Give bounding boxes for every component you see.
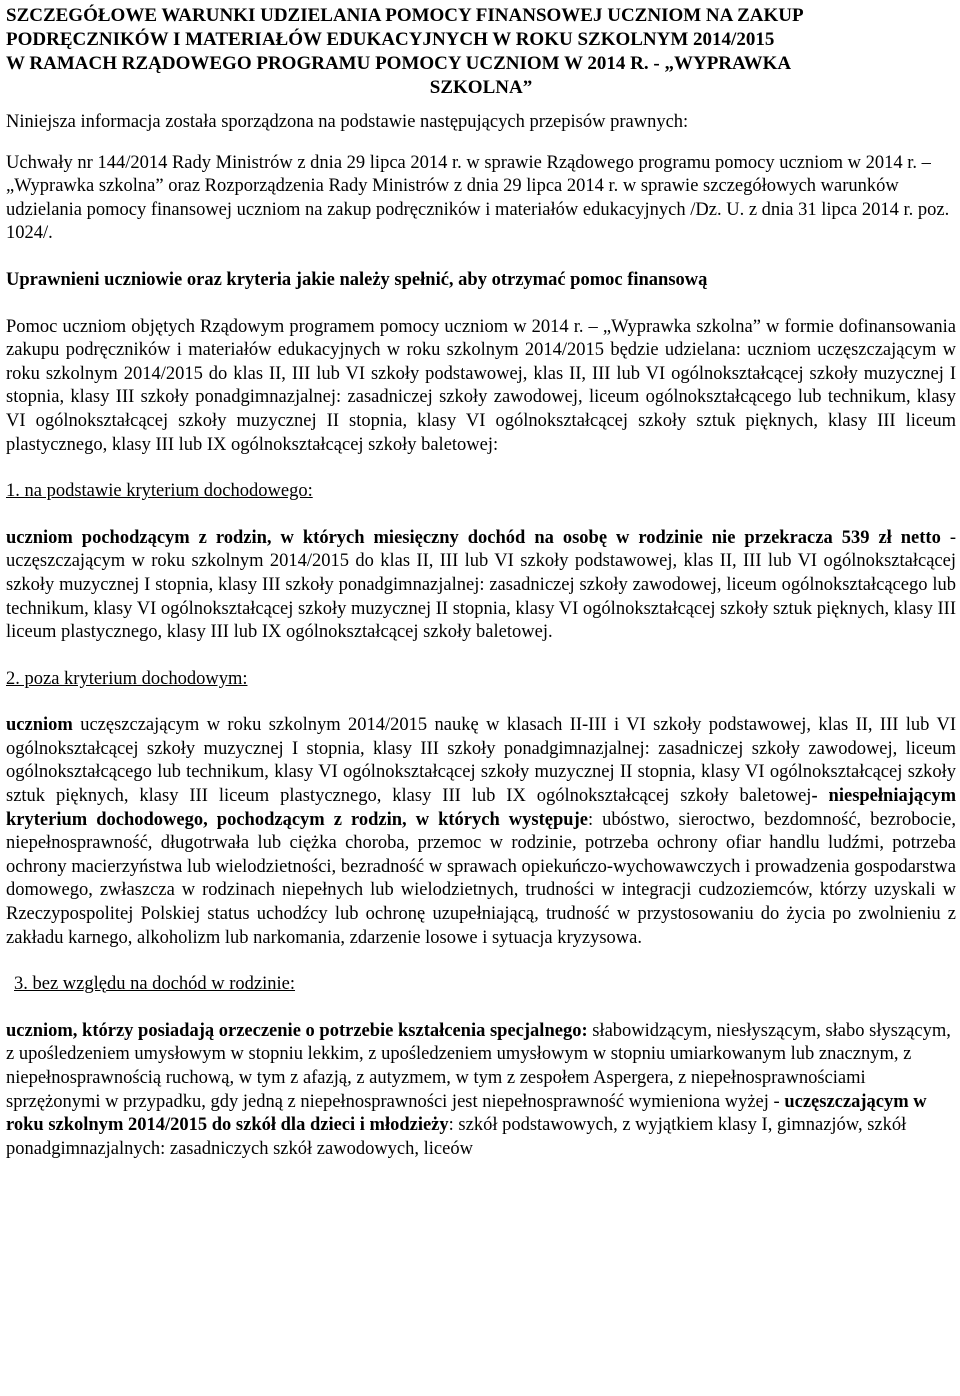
document-title — [6, 4, 956, 100]
title-line: W RAMACH RZĄDOWEGO PROGRAMU POMOCY UCZNIOM W 2014 R. - „WYPRAWKA — [6, 53, 792, 74]
section-3-bold-mid: uczęszczającym w roku szkolnym 2014/2015 do szkół dla dzieci i młodzieży — [6, 1091, 927, 1136]
title-line: PODRĘCZNIKÓW I MATERIAŁÓW EDUKACYJNYCH W ROKU SZKOLNYM 2014/2015 — [6, 29, 775, 50]
section-3-bold-lead: uczniom, którzy posiadają orzeczenie o potrzebie kształcenia specjalnego: — [6, 1020, 588, 1041]
section-2-text: : ubóstwo, sieroctwo, bezdomność, bezrobocie, niepełnosprawność, długotrwała lub ciężka choroba, przemoc w rodzinie, potrzeba ochrony ofiar handlu ludźmi, potrzeba ochrony macierzyństwa lub wielodzietności, bezradność w sprawach opiekuńczo-wychowawczych i prowadzenia gospodarstwa domowego, zwłaszcza w rodzinach niepełnych lub wielodzietnych, trudności w integracji cudzoziemców, którzy uzyskali w Rzeczypospolitej Polskiej status uchodźcy lub ochronę uzupełniającą, trudność w przystosowaniu do życia po zwolnieniu z zakładu karnego, alkoholizm lub narkomania, zdarzenie losowe i sytuacja kryzysowa. — [6, 809, 956, 948]
section-3-heading: 3. bez względu na dochód w rodzinie: — [14, 974, 296, 995]
section-3-text: słabowidzącym, niesłyszącym, słabo słyszącym, z upośledzeniem umysłowym w stopniu lekkim, z upośledzeniem umysłowym w stopniu umiarkowanym lub znacznym, z niepełnosprawnością ruchową, w tym z afazją, z autyzmem, w tym z zespołem Aspergera, z niepełnosprawnościami sprzężonymi w przypadku, gdy jedną z niepełnosprawności jest niepełnosprawność wymieniona wyżej - — [6, 1020, 951, 1112]
title-line: SZKOLNA” — [429, 77, 533, 98]
section-2-text: uczęszczającym w roku szkolnym 2014/2015 naukę w klasach II-III i VI szkoły podstawowej, klas II, III lub VI ogólnokształcącej szkoły muzycznej I stopnia, klasy III szkoły ponadgimnazjalnej: zasadniczej szkoły zawodowej, liceum ogólnokształcącego lub technikum, klasy VI ogólnokształcącej szkoły muzycznej II stopnia, klasy VI ogólnokształcącej szkoły sztuk pięknych, klasy III liceum plastycznego, klasy III lub IX ogólnokształcącej szkoły baletowej — [6, 715, 956, 807]
section-1-text: - uczęszczającym w roku szkolnym 2014/2015 do klas II, III lub VI szkoły podstawowej, klas II, III lub VI ogólnokształcącej szkoły muzycznej I stopnia, klasy III szkoły ponadgimnazjalnej: zasadniczej szkoły zawodowej, liceum ogólnokształcącego lub technikum, klasy VI ogólnokształcącej szkoły muzycznej II stopnia, klasy VI ogólnokształcącej szkoły sztuk pięknych, klasy III liceum plastycznego, klasy III lub IX ogólnokształcącej szkoły baletowej. — [6, 527, 956, 643]
section-3-text: : szkół podstawowych, z wyjątkiem klasy I, gimnazjów, szkół ponadgimnazjalnych: zasadniczych szkół zawodowych, liceów — [6, 1115, 907, 1159]
section-1-paragraph — [6, 527, 956, 645]
intro-paragraph: Niniejsza informacja została sporządzona na podstawie następujących przepisów prawnych: — [6, 112, 689, 132]
section-3-paragraph — [6, 1020, 956, 1162]
section-2-paragraph — [6, 714, 956, 950]
section-1-bold-lead: uczniom pochodzącym z rodzin, w których miesięczny dochód na osobę w rodzinie nie przekracza 539 zł netto — [6, 527, 941, 548]
section-2-heading: 2. poza kryterium dochodowym: — [6, 668, 248, 689]
section-1-heading: 1. na podstawie kryterium dochodowego: — [6, 481, 313, 502]
legal-basis-paragraph: Uchwały nr 144/2014 Rady Ministrów z dnia 29 lipca 2014 r. w sprawie Rządowego programu pomocy uczniom w 2014 r. – „Wyprawka szkolna” oraz Rozporządzenia Rady Ministrów z dnia 29 lipca 2014 r. w sprawie szczegółowych warunków udzielania pomocy finansowej uczniom na zakup podręczników i materiałów edukacyjnych /Dz. U. z dnia 31 lipca 2014 r. poz. 1024/. — [6, 152, 950, 244]
section-2-bold-mid: - niespełniającym kryterium dochodowego, pochodzącym z rodzin, w których występuje — [6, 786, 956, 830]
title-line: SZCZEGÓŁOWE WARUNKI UDZIELANIA POMOCY FINANSOWEJ UCZNIOM NA ZAKUP — [6, 5, 804, 26]
section-2-bold-lead: uczniom — [6, 715, 73, 736]
eligibility-heading: Uprawnieni uczniowie oraz kryteria jakie należy spełnić, aby otrzymać pomoc finansową — [6, 269, 708, 290]
eligibility-paragraph: Pomoc uczniom objętych Rządowym programem pomocy uczniom w 2014 r. – „Wyprawka szkolna” w formie dofinansowania zakupu podręczników i materiałów edukacyjnych w roku szkolnym 2014/2015 będzie udzielana: uczniom uczęszczającym w roku szkolnym 2014/2015 do klas II, III lub VI szkoły podstawowej, klas II, III lub VI ogólnokształcącej szkoły muzycznej I stopnia, klasy III szkoły ponadgimnazjalnej: zasadniczej szkoły zawodowej, liceum ogólnokształcącego lub technikum, klasy VI ogólnokształcącej szkoły muzycznej II stopnia, klasy VI ogólnokształcącej szkoły sztuk pięknych, klasy III liceum plastycznego, klasy III lub IX ogólnokształcącej szkoły baletowej: — [6, 316, 956, 455]
